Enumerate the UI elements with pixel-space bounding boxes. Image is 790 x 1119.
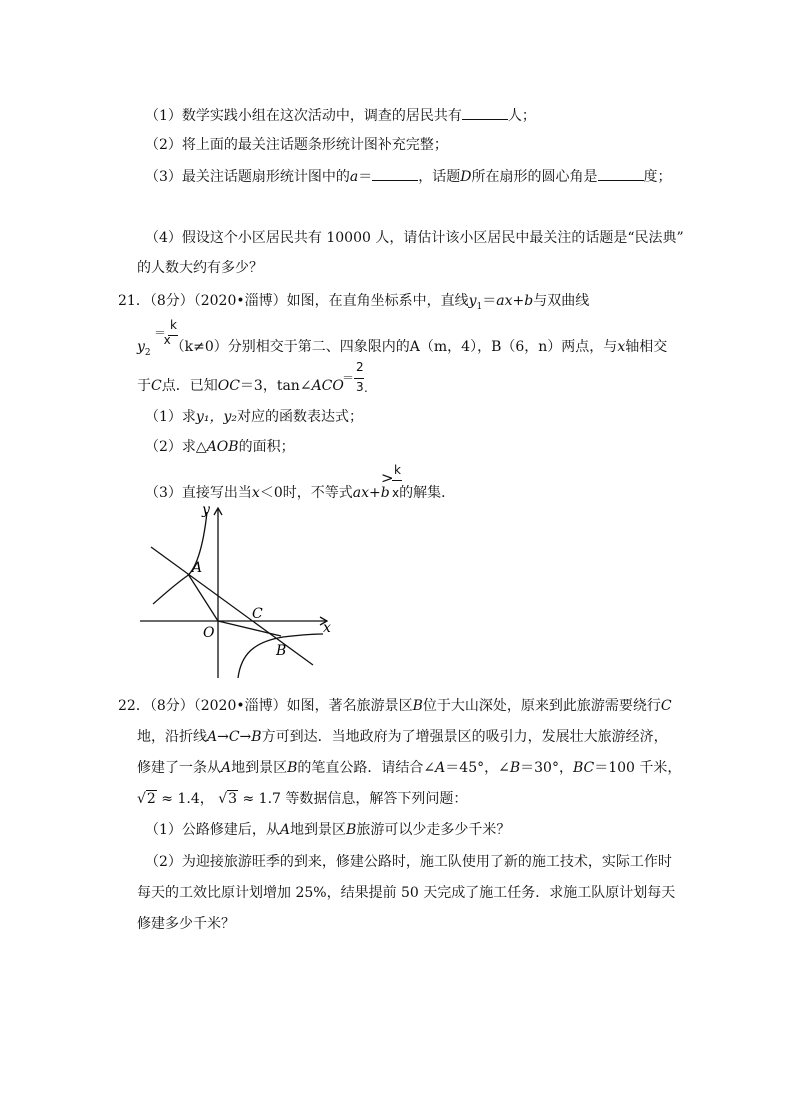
q21-coordinate-figure — [135, 500, 335, 680]
label-A: A — [192, 560, 203, 576]
q21-ineq-k: k — [394, 463, 401, 477]
label-B: B — [276, 643, 287, 659]
answer-blank — [462, 105, 508, 120]
q20-part3: （3）最关注话题扇形统计图中的a＝ ，话题D所在扇形的圆心角是 度； — [145, 166, 672, 186]
q21-sub1: （1）求y₁，y₂对应的函数表达式； — [145, 409, 363, 425]
q20-part4-line1: （4）假设这个小区居民共有 10000 人，请估计该小区居民中最关注的话题是“民法典” — [145, 230, 684, 246]
label-x: x — [323, 620, 331, 636]
segment-OA — [188, 574, 218, 621]
answer-blank — [372, 166, 418, 181]
q22-sub2-line3: 修建多少千米？ — [137, 916, 235, 932]
label-O: O — [203, 625, 215, 641]
segment-OB — [218, 621, 281, 636]
q20-part1: （1）数学实践小组在这次活动中，调查的居民共有 人； — [145, 105, 536, 125]
sqrt-3: √3 — [218, 791, 238, 807]
q21-heading: 21．（8分）（2020•淄博）如图，在直角坐标系中，直线$y_1=ax+b$与双曲线 — [118, 293, 590, 312]
q21-sub2: （2）求△AOB的面积； — [145, 439, 295, 455]
q21-fraction-two: 2 — [356, 360, 364, 374]
q22-line4: √2 ≈ 1.4， √3 ≈ 1.7 等数据信息，解答下列问题： — [137, 791, 468, 807]
q20-part4-line2: 的人数大约有多少？ — [137, 260, 263, 276]
q21-sub3-end: x的解集． — [392, 485, 456, 501]
q22-line2: 地，沿折线A→C→B方可到达．当地政府为了增强景区的吸引力，发展壮大旅游经济， — [137, 729, 668, 745]
q21-fraction-bar-2 — [354, 378, 364, 379]
label-y: y — [202, 502, 210, 518]
label-C: C — [252, 606, 263, 622]
q21-line2: $y_2$ x（k≠0）分别相交于第二、四象限内的A（m，4），B（6，n）两点，与x轴相交 — [137, 333, 668, 358]
q21-line3: 于C点．已知OC＝3，tan∠ACO — [137, 378, 344, 394]
sqrt-2: √2 — [137, 791, 156, 807]
answer-blank — [598, 166, 644, 181]
line-y1 — [151, 547, 313, 665]
q21-sub3: （3）直接写出当x＜0时，不等式ax+b — [145, 485, 390, 501]
q21-gt-sign: > — [381, 469, 394, 487]
q22-line3: 修建了一条从A地到景区B的笔直公路．请结合∠A＝45°，∠B＝30°，BC＝100 千米， — [137, 760, 682, 776]
q21-eq-sign: ＝ — [154, 326, 167, 340]
q22-line1: 22．（8分）（2020•淄博）如图，著名旅游景区B位于大山深处，原来到此旅游需要绕行C — [118, 698, 672, 714]
q21-fraction-three: 3 — [356, 380, 364, 394]
q21-eq-sign-2: ＝ — [342, 371, 355, 385]
q22-sub1: （1）公路修建后，从A地到景区B旅游可以少走多少千米？ — [145, 822, 511, 838]
q21-fraction-numerator-k: k — [170, 318, 177, 332]
q21-ineq-bar — [392, 480, 402, 481]
q22-sub2-line1: （2）为迎接旅游旺季的到来，修建公路时，施工队使用了新的施工技术，实际工作时 — [145, 854, 672, 870]
q21-dot: . — [364, 381, 368, 395]
q20-part2: （2）将上面的最关注话题条形统计图补充完整； — [145, 137, 448, 153]
q22-sub2-line2: 每天的工效比原计划增加 25%，结果提前 50 天完成了施工任务．求施工队原计划每天 — [137, 885, 676, 901]
